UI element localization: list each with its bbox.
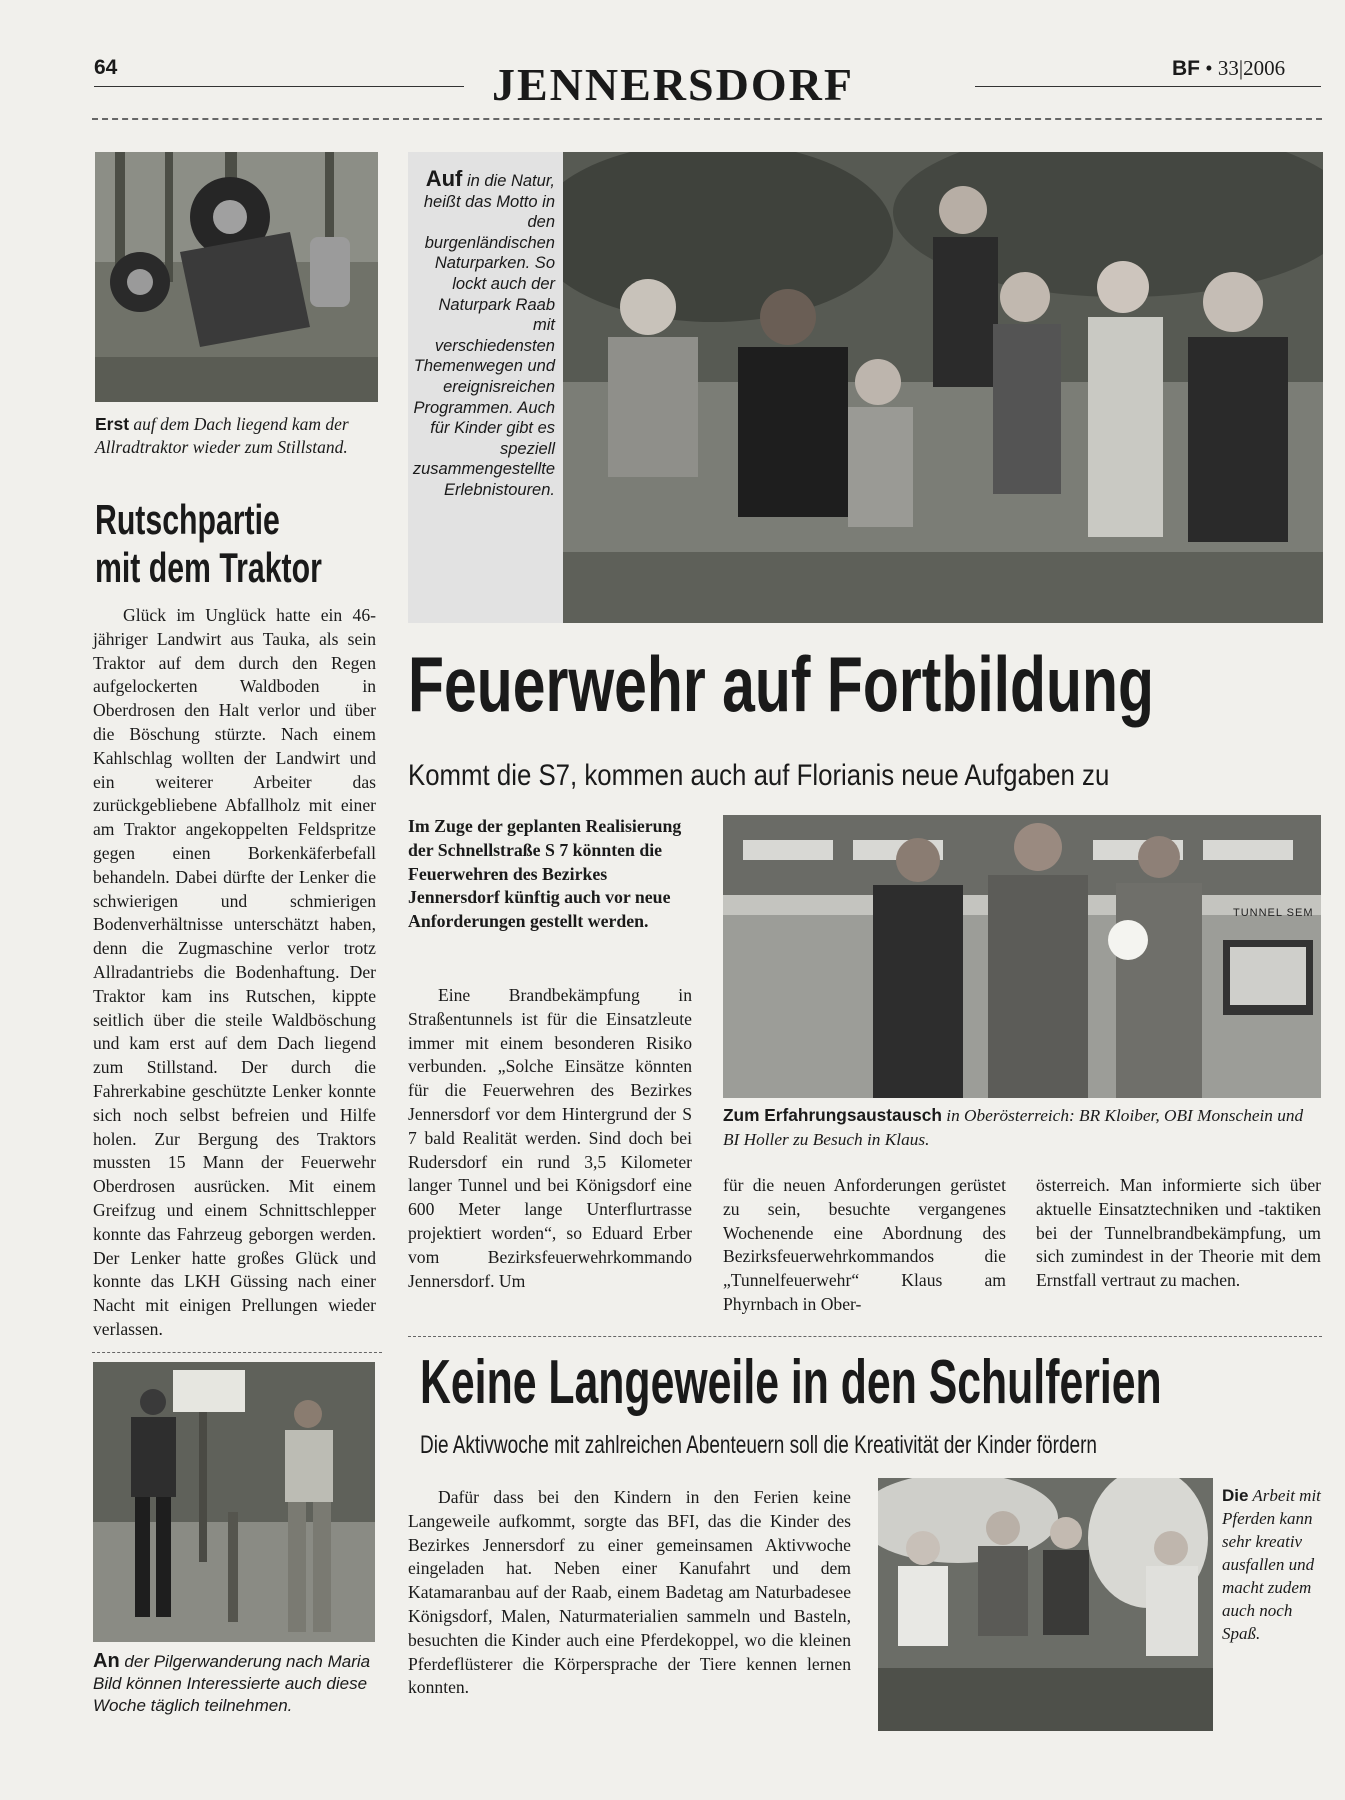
firebrigade-lead: Im Zuge der geplanten Realisierung der Schnellstraße S 7 könnten die Feuerwehren des Bezirkes Jennersdorf künftig auch vor neue Anforderungen gestellt werden.: [408, 816, 682, 932]
horses-caption-text: Arbeit mit Pferden kann sehr kreativ ausfallen und macht zudem auch noch Spaß.: [1222, 1486, 1321, 1643]
pilgrimage-photo-graphic: [93, 1362, 375, 1642]
issue-number: 33|2006: [1217, 56, 1286, 80]
pilgrimage-caption-text: der Pilgerwanderung nach Maria Bild können Interessierte auch diese Woche täglich teilnehmen.: [93, 1652, 371, 1715]
tunnel-caption-lead: Zum Erfahrungsaustausch: [723, 1105, 942, 1125]
tunnel-caption-text: in Oberösterreich: BR Kloiber, OBI Monschein und BI Holler zu Besuch in Klaus.: [723, 1106, 1304, 1149]
tractor-photo: [95, 152, 378, 402]
naturpark-children-photo: [563, 152, 1323, 623]
issue-info: [1172, 56, 1285, 81]
section-title: JENNERSDORF: [492, 59, 854, 110]
naturpark-caption: [408, 152, 563, 501]
horses-caption-lead: Die: [1222, 1486, 1249, 1505]
tractor-photo-caption: [95, 413, 385, 459]
horses-caption: [1222, 1484, 1322, 1645]
naturpark-caption-text: in die Natur, heißt das Motto in den burgenländischen Naturparken. So lockt auch der Naturpark Raab mit verschiedensten Themenwegen und ereignisreichen Programmen. Auch für Kinder gibt es speziell zusammengestellte Erlebnistouren.: [412, 172, 555, 499]
horses-photo: [878, 1478, 1213, 1731]
tractor-article-body: Glück im Unglück hatte ein 46-jähriger Landwirt aus Tauka, als sein Traktor auf dem durch den Regen aufgelockerten Waldboden in Oberdrosen den Halt verlor und über die Böschung stürzte. Nach einem Kahlschlag wollten der Landwirt und ein weiterer Arbeiter das zurückgebliebene Abfallholz mit einer am Traktor angekoppelten Feldspritze gegen einen Borkenkäferbefall behandeln. Dabei dürfte der Lenker die schwierigen und schmierigen Bodenverhältnisse unterschätzt haben, denn die Zugmaschine verlor trotz Allradantriebs die Bodenhaftung. Der Traktor kam ins Rutschen, kippte seitlich über die steile Waldböschung und kam erst auf dem Dach liegend zum Stillstand. Der durch die Fahrerkabine geschützte Lenker konnte sich noch selbst befreien und Hilfe holen. Zur Bergung des Traktors mussten 15 Mann der Feuerwehr Oberdrosen ausrücken. Mit einem Greifzug und einem Schnittschlepper konnte das Fahrzeug geborgen werden. Der Lenker hatte großes Glück und konnte das LKH Güssing nach einer Nacht mit einigen Prellungen wieder verlassen.: [93, 605, 376, 1339]
publication-name: BF: [1172, 57, 1200, 80]
naturpark-caption-box: [408, 152, 563, 623]
tunnel-sign: TUNNEL SEM: [1233, 907, 1314, 919]
firebrigade-subheadline: Kommt die S7, kommen auch auf Florianis neue Aufgaben zu: [408, 759, 1110, 792]
naturpark-photo-graphic: [563, 152, 1323, 623]
firebrigade-column-3: österreich. Man informierte sich über aktuelle Einsatztechniken und -taktiken bei der Tunnelbrandbekämpfung, um sich zumindest in der Theorie mit dem Ernstfall vertraut zu machen.: [1036, 1175, 1321, 1291]
holiday-article-body: Dafür dass bei den Kindern in den Ferien keine Langeweile aufkommt, sorgte das BFI, das die Kinder des Bezirkes Jennersdorf zu einer gemeinsamen Aktivwoche eingeladen hat. Neben einer Kanufahrt und dem Katamaranbau auf der Raab, einem Badetag am Naturbadesee Königsdorf, Malen, Naturmaterialien sammeln und Basteln, besuchten die Kinder auch eine Pferdekoppel, wo die kleinen Pferdeflüsterer die Körpersprache der Tiere kennen lernen konnten.: [408, 1487, 851, 1698]
tractor-caption-text: auf dem Dach liegend kam der Allradtraktor wieder zum Stillstand.: [95, 414, 349, 457]
tunnel-photo-caption: [723, 1104, 1321, 1151]
left-column-divider: [92, 1352, 382, 1353]
horses-photo-graphic: [878, 1478, 1213, 1731]
firebrigade-column-1: Eine Brandbekämpfung in Straßentunnels ist für die Einsatzleute immer mit einem besonderen Risiko verbunden. „Solche Einsätze könnten für die Feuerwehren des Bezirkes Jennersdorf vor dem Hintergrund der S 7 bald Realität werden. Sind doch bei Rudersdorf ein rund 3,5 Kilometer langer Tunnel und bei Königsdorf eine 600 Meter lange Unterflurtrasse projektiert worden“, so Eduard Erber vom Bezirksfeuerwehrkommando Jennersdorf. Um: [408, 985, 692, 1291]
tractor-photo-graphic: [95, 152, 378, 402]
issue-separator-dot: •: [1205, 56, 1213, 80]
page-number: 64: [94, 56, 118, 79]
tractor-caption-lead: Erst: [95, 414, 130, 434]
pilgrimage-caption-lead: An: [93, 1650, 120, 1672]
holiday-subheadline: Die Aktivwoche mit zahlreichen Abenteuern soll die Kreativität der Kinder fördern: [420, 1431, 1097, 1459]
pilgrimage-photo: [93, 1362, 375, 1642]
header-dashed-divider: [92, 118, 1322, 120]
tractor-headline-line1: Rutschpartie: [95, 496, 280, 543]
tunnel-photo-graphic: [723, 815, 1321, 1098]
holiday-headline: Keine Langeweile in den Schulferien: [420, 1348, 1162, 1417]
firebrigade-headline: Feuerwehr auf Fortbildung: [408, 640, 1154, 728]
mid-right-divider: [408, 1336, 1322, 1337]
header-rule-left: [94, 86, 464, 87]
tractor-headline-line2: mit dem Traktor: [95, 544, 322, 591]
pilgrimage-caption: [93, 1650, 383, 1717]
naturpark-caption-lead: Auf: [425, 166, 463, 191]
tractor-headline: [95, 496, 322, 592]
header-rule-right: [975, 86, 1321, 87]
firebrigade-column-2: für die neuen Anforderungen gerüstet zu sein, besuchte vergangenes Wochenende eine Abordnung des Bezirksfeuerwehrkommandos die „Tunnelfeuerwehr“ Klaus am Phyrnbach in Ober-: [723, 1175, 1006, 1314]
tunnel-visit-photo: [723, 815, 1321, 1098]
